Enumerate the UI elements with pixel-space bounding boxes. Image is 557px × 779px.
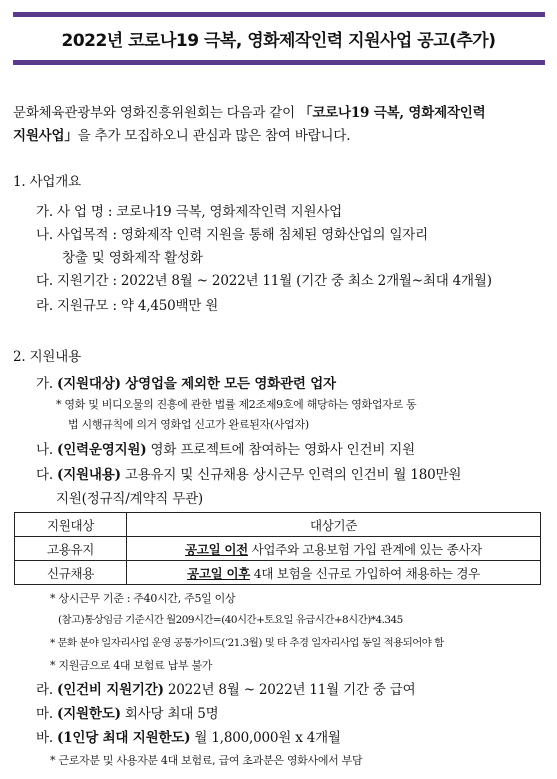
- support-content-text: 고용유지 및 신규채용 상시근무 인력의 인건비 월 180만원: [120, 467, 462, 483]
- criteria-emphasis: 공고일 이전: [185, 541, 248, 557]
- item-prefix: 가.: [36, 376, 58, 392]
- support-target: [36, 372, 336, 392]
- note-insurance: * 지원금으로 4대 보험료 납부 불가: [50, 659, 213, 672]
- overview-period: 다. 지원기간 : 2022년 8월 ~ 2022년 11월 (기간 중 최소 2개월~최대 4개월): [36, 273, 492, 289]
- table-cell-criteria: [127, 561, 541, 585]
- item-prefix: 바.: [36, 730, 58, 746]
- intro-program-name-end: 지원사업」: [13, 128, 78, 144]
- section1-heading: 1. 사업개요: [13, 174, 81, 190]
- table-cell-criteria: [127, 537, 541, 561]
- section2-heading: 2. 지원내용: [13, 349, 81, 365]
- per-person-limit-note: * 근로자분 및 사용자분 4대 보험료, 급여 초과분은 영화사에서 부담: [50, 754, 363, 767]
- overview-purpose: 나. 사업목적 : 영화제작 인력 지원을 통해 침체된 영화산업의 일자리: [36, 227, 428, 243]
- intro-text: 문화체육관광부와 영화진흥위원회는 다음과 같이: [13, 105, 300, 121]
- table-row: [15, 537, 541, 561]
- support-period-label: (인건비 지원기간): [57, 682, 164, 698]
- criteria-text: 사업주와 고용보험 가입 관계에 있는 종사자: [247, 541, 482, 557]
- per-person-limit: [36, 726, 341, 746]
- intro-text-end: 을 추가 모집하오니 관심과 많은 참여 바랍니다.: [77, 128, 351, 144]
- support-limit: [36, 702, 219, 722]
- note-guideline: * 문화 분야 일자리사업 운영 공통가이드(‘21.3월) 및 타 추경 일자리사업 동일 적용되어야 함: [50, 637, 444, 649]
- item-prefix: 나.: [36, 442, 58, 458]
- support-period: [36, 678, 416, 698]
- support-content-cont: 지원(정규직/계약직 무관): [56, 491, 203, 507]
- table-header: 대상기준: [127, 513, 541, 537]
- table-cell-label: 고용유지: [15, 537, 127, 561]
- note-wage-reference: (참고)통상임금 기준시간 월209시간=(40시간+토요일 유급시간+8시간)*4.345: [58, 614, 403, 626]
- per-person-limit-text: 월 1,800,000원 x 4개월: [190, 730, 341, 746]
- personnel-support-label: (인력운영지원): [57, 442, 147, 458]
- support-limit-text: 회사당 최대 5명: [120, 706, 219, 722]
- note-working-hours: * 상시근무 기준 : 주40시간, 주5일 이상: [50, 592, 236, 605]
- support-period-text: 2022년 8월 ~ 2022년 11월 기간 중 급여: [163, 682, 416, 698]
- table-header-row: [15, 513, 541, 537]
- intro-program-name: 「코로나19 극복, 영화제작인력: [299, 105, 486, 121]
- support-content-label: (지원내용): [57, 467, 121, 483]
- title-bottom-rule: [13, 60, 545, 65]
- item-prefix: 다.: [36, 467, 58, 483]
- per-person-limit-label: (1인당 최대 지원한도): [57, 730, 191, 746]
- support-target-text: (지원대상) 상영업을 제외한 모든 영화관련 업자: [57, 376, 336, 392]
- support-limit-label: (지원한도): [57, 706, 121, 722]
- item-prefix: 라.: [36, 682, 58, 698]
- criteria-text: 4대 보험을 신규로 가입하여 채용하는 경우: [250, 565, 480, 581]
- criteria-table: [14, 512, 541, 585]
- overview-program-name: 가. 사 업 명 : 코로나19 극복, 영화제작인력 지원사업: [36, 204, 343, 220]
- support-target-note-2: 법 시행규칙에 의거 영화업 신고가 완료된자(사업자): [68, 418, 309, 431]
- overview-scale: 라. 지원규모 : 약 4,450백만 원: [36, 298, 219, 314]
- personnel-support-text: 영화 프로젝트에 참여하는 영화사 인건비 지원: [146, 442, 415, 458]
- page-title: 2022년 코로나19 극복, 영화제작인력 지원사업 공고(추가): [61, 31, 496, 51]
- table-row: [15, 561, 541, 585]
- item-prefix: 마.: [36, 706, 58, 722]
- title-top-rule: [13, 12, 545, 17]
- support-target-note-1: * 영화 및 비디오물의 진흥에 관한 법률 제2조제9호에 해당하는 영화업자로 동: [56, 398, 417, 411]
- table-cell-label: 신규채용: [15, 561, 127, 585]
- criteria-emphasis: 공고일 이후: [187, 565, 251, 581]
- personnel-support: [36, 438, 415, 458]
- intro-line-2: [13, 124, 350, 144]
- intro-line-1: [13, 101, 485, 121]
- table-header: 지원대상: [15, 513, 127, 537]
- overview-purpose-cont: 창출 및 영화제작 활성화: [62, 250, 203, 266]
- support-content: [36, 463, 461, 483]
